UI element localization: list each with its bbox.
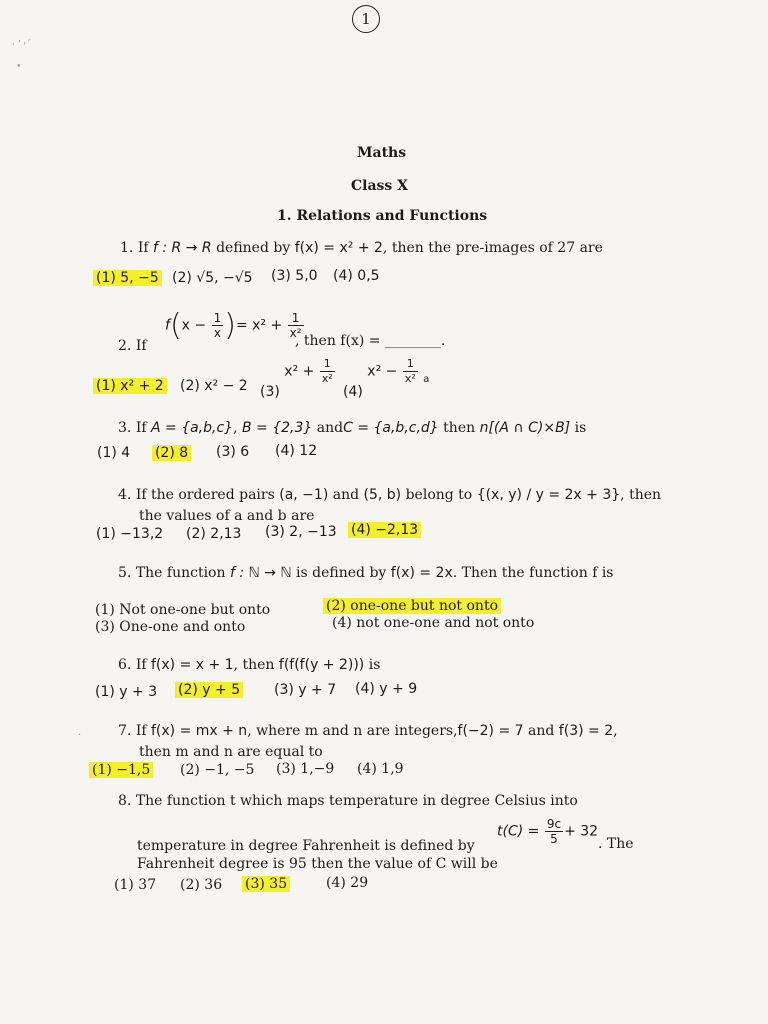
q3-option-1: (1) 4: [97, 445, 131, 461]
q5-expr: f(x) = 2x: [390, 565, 453, 581]
q4-option-3: (3) 2, −13: [265, 524, 337, 540]
question-number: 7.: [118, 723, 132, 739]
q7-expr: f(x) = mx + n: [150, 723, 248, 739]
q2-rest: , then f(x) = ________.: [295, 333, 446, 349]
q1-option-2: (2) √5, −√5: [172, 270, 253, 286]
q4-option-2: (2) 2,13: [186, 526, 242, 542]
q2-rhs: = x² +: [235, 317, 283, 334]
q3-and: and: [316, 420, 344, 436]
q3-sep: ,: [233, 420, 238, 436]
q6-option-1: (1) y + 3: [95, 684, 158, 700]
q7-mid: , where m and n are integers,: [247, 723, 458, 739]
q5-defined: is defined by: [296, 565, 387, 581]
question-8-line-3: Fahrenheit degree is 95 then the value of C will be: [137, 856, 498, 872]
q8-option-4: (4) 29: [326, 875, 369, 891]
q5-intro: The function: [135, 565, 226, 581]
q7-option-1-highlighted: (1) −1,5: [89, 762, 153, 778]
q2-opt3-frac: $\frac{1}{\text{x²}}$: [321, 357, 333, 385]
q7-comma: ,: [613, 723, 618, 739]
question-7-line-1: [118, 723, 618, 739]
q7-option-3: (3) 1,−9: [276, 761, 335, 777]
q3-set-c: C = {a,b,c,d}: [343, 420, 439, 436]
question-1: [120, 240, 603, 256]
q2-option-4: [343, 357, 430, 400]
q1-map: f : R → R: [152, 240, 212, 256]
q2-opt3-expr: x² +: [284, 363, 315, 380]
q7-option-4: (4) 1,9: [357, 761, 404, 777]
q4-set: {(x, y) / y = 2x + 3}: [476, 487, 621, 503]
q6-option-2-highlighted: (2) y + 5: [175, 682, 243, 698]
q7-and: and: [528, 723, 555, 739]
margin-dot: ·: [78, 730, 82, 741]
q2-f: f: [165, 317, 170, 334]
q4-then: , then: [620, 487, 662, 503]
q5-option-2-highlighted: (2) one-one but not onto: [323, 598, 501, 614]
q4-option-4-highlighted: (4) −2,13: [348, 522, 421, 538]
page-number: 1: [352, 5, 380, 33]
q6-option-4: (4) y + 9: [355, 681, 418, 697]
subject-title: Maths: [357, 145, 407, 161]
q1-option-1-highlighted: (1) 5, −5: [93, 270, 162, 286]
q8-formula-lhs: t(C) =: [497, 823, 540, 840]
q2-stray-a: a: [423, 373, 430, 385]
q1-rest: , then the pre-images of 27 are: [382, 240, 603, 256]
q1-option-4: (4) 0,5: [333, 268, 380, 284]
q8-option-1: (1) 37: [114, 877, 157, 893]
question-number: 3.: [118, 420, 132, 436]
q2-lhs-x: x −: [181, 317, 207, 334]
q4-and: and: [332, 487, 360, 503]
q6-then: , then: [233, 657, 275, 673]
question-number: 1.: [120, 240, 134, 256]
q1-defined: defined by: [216, 240, 291, 256]
q2-opt4-label: (4): [343, 383, 363, 400]
q2-label: [118, 338, 147, 354]
q8-option-3-highlighted: (3) 35: [242, 876, 290, 892]
q6-is: is: [368, 657, 381, 673]
question-6: [118, 657, 380, 673]
q2-opt4-frac: $\frac{1}{\text{x²}}$: [404, 357, 416, 385]
q8-formula-rhs: + 32: [564, 823, 599, 840]
q2-fraction-2: $\frac{1}{\text{x²}}$: [289, 311, 302, 340]
question-4-line-1: [118, 487, 661, 503]
q5-option-1: (1) Not one-one but onto: [95, 602, 271, 618]
question-8-line-1: [118, 793, 578, 809]
q3-option-2-highlighted: (2) 8: [152, 445, 191, 461]
question-number: 8.: [118, 793, 132, 809]
stray-dot: •: [16, 62, 22, 72]
q8-option-2: (2) 36: [180, 877, 223, 893]
question-4-line-2: the values of a and b are: [139, 508, 315, 524]
q3-set-a: A = {a,b,c}: [150, 420, 234, 436]
q5-option-3: (3) One-one and onto: [95, 619, 246, 635]
q1-expr: f(x) = x² + 2: [294, 240, 383, 256]
q4-belong: belong to: [405, 487, 473, 503]
question-number: 5.: [118, 565, 132, 581]
q4-option-1: (1) −13,2: [96, 526, 164, 542]
q3-is: is: [574, 420, 587, 436]
q3-option-3: (3) 6: [216, 444, 250, 460]
question-8-line-2: temperature in degree Fahrenheit is defined by: [137, 838, 475, 854]
chapter-title: 1. Relations and Functions: [277, 208, 488, 224]
question-5: [118, 565, 613, 581]
q7-if: If: [135, 723, 147, 739]
q6-expr2: f(f(f(y + 2))): [278, 657, 365, 673]
q7-option-2: (2) −1, −5: [180, 762, 255, 778]
q6-option-3: (3) y + 7: [274, 682, 337, 698]
left-paren: (: [169, 308, 182, 343]
q6-expr: f(x) = x + 1: [150, 657, 234, 673]
q2-if: If: [135, 338, 147, 354]
q7-cond-1: f(−2) = 7: [457, 723, 524, 739]
q2-option-3: [260, 357, 336, 400]
q8-line-1: The function t which maps temperature in degree Celsius into: [135, 793, 578, 809]
q2-option-2: (2) x² − 2: [180, 378, 248, 394]
q6-if: If: [135, 657, 147, 673]
question-number: 2.: [118, 338, 132, 354]
question-3: [118, 420, 586, 436]
q2-opt4-expr: x² −: [367, 363, 398, 380]
q2-opt3-label: (3): [260, 383, 280, 400]
q1-option-3: (3) 5,0: [271, 268, 318, 284]
q8-fraction: $\frac{9c}{5}$: [546, 817, 562, 846]
question-number: 4.: [118, 487, 132, 503]
class-title: Class X: [351, 178, 409, 194]
q3-option-4: (4) 12: [275, 443, 318, 459]
q4-intro: If the ordered pairs: [135, 487, 275, 503]
q3-set-b: B = {2,3}: [241, 420, 313, 436]
q4-pair-2: (5, b): [363, 487, 402, 503]
q8-formula: [497, 817, 598, 846]
question-number: 6.: [118, 657, 132, 673]
stray-marks: · ʼ ˒ˊ: [12, 40, 31, 50]
q3-if: If: [135, 420, 147, 436]
q1-if: If: [137, 240, 149, 256]
right-paren: ): [224, 308, 236, 343]
question-7-line-2: then m and n are equal to: [139, 744, 323, 760]
q2-fraction-1: $\frac{1}{x}$: [213, 311, 222, 340]
q3-expr: n[(A ∩ C)×B]: [479, 420, 571, 436]
q2-option-1-highlighted: (1) x² + 2: [93, 378, 167, 394]
q5-map: f : ℕ → ℕ: [229, 565, 292, 581]
q5-rest: . Then the function f is: [452, 565, 614, 581]
q5-option-4: (4) not one-one and not onto: [332, 615, 535, 631]
q7-cond-2: f(3) = 2: [558, 723, 614, 739]
q4-pair-1: (a, −1): [279, 487, 329, 503]
q3-then: then: [443, 420, 476, 436]
q8-line-2-end: . The: [598, 836, 634, 852]
q2-equation: [165, 308, 305, 343]
